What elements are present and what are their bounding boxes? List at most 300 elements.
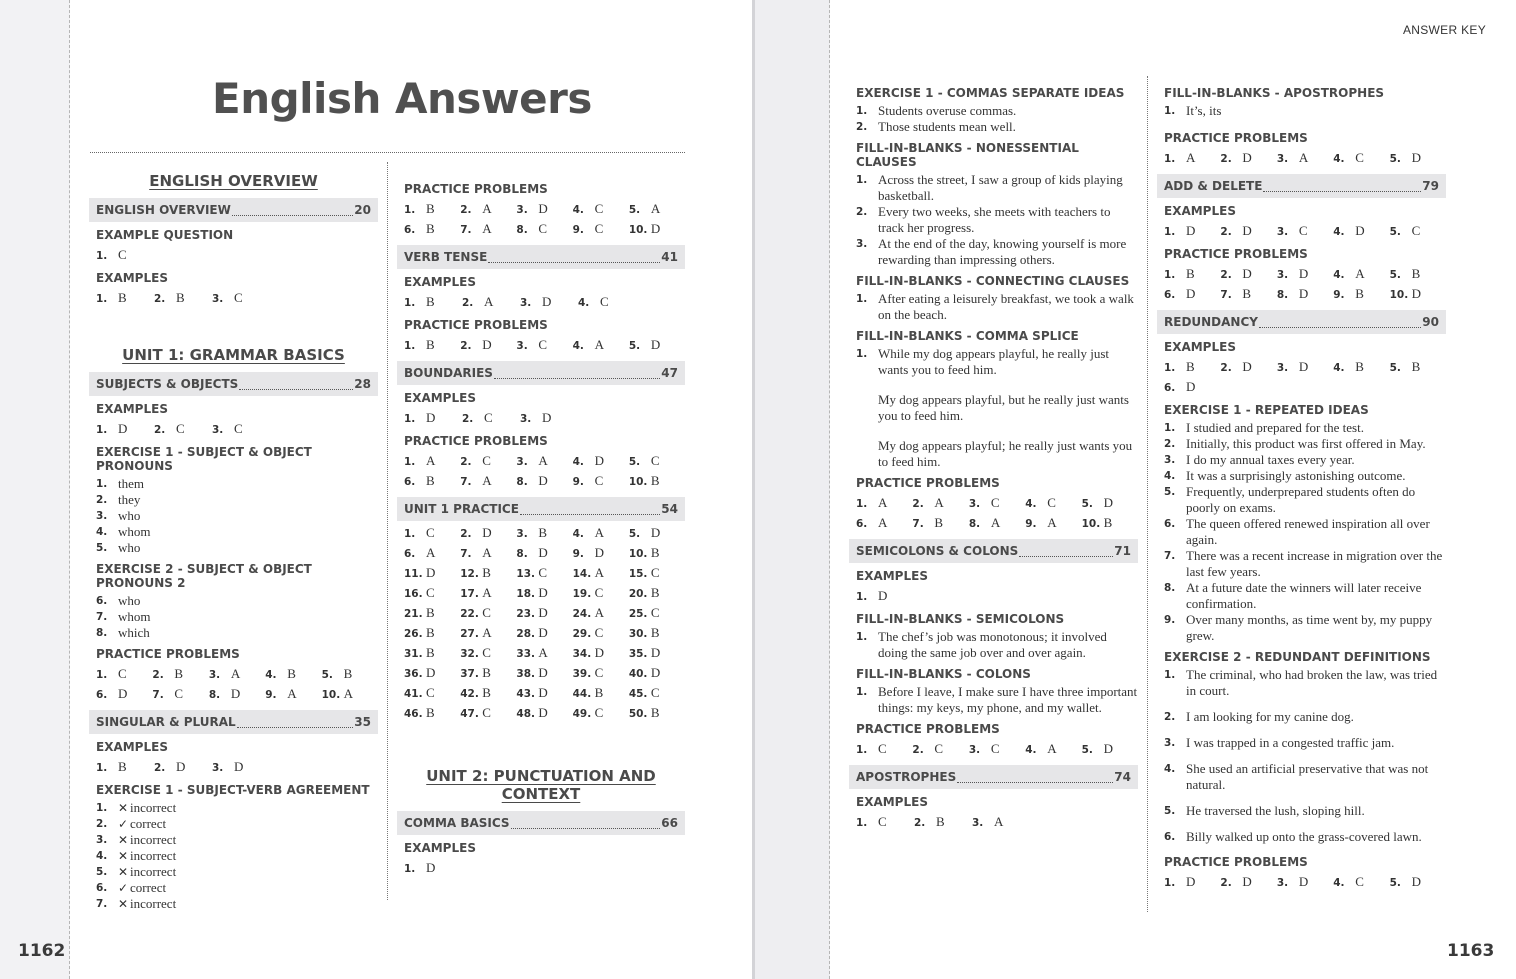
- answer-grid: [96, 419, 378, 439]
- answer-paragraph: My dog appears playful, but he really just wants you to feed him.: [878, 392, 1129, 423]
- answer-item: [404, 665, 460, 681]
- answer-item: [1390, 266, 1446, 282]
- list-item: [1164, 829, 1446, 845]
- answer-item: [1220, 359, 1276, 375]
- question-number: 1.: [1164, 105, 1176, 117]
- answer-grid: [404, 335, 685, 355]
- answer-letter: A: [482, 221, 492, 236]
- answer-item: [516, 705, 572, 721]
- answer-item: [912, 495, 968, 511]
- answer-item: [629, 565, 685, 581]
- question-number: 1.: [856, 817, 868, 829]
- section-bar-singular-plural: [89, 710, 378, 734]
- list-item: [96, 800, 378, 816]
- answer-text: ✕ incorrect: [118, 800, 177, 815]
- question-number: 6.: [404, 548, 416, 560]
- answer-letter: B: [482, 665, 491, 680]
- question-number: 3.: [212, 424, 224, 436]
- answer-item: [856, 741, 912, 757]
- answer-text: The queen offered renewed inspiration all over again.: [1186, 516, 1430, 547]
- answer-grid: [404, 523, 685, 723]
- question-number: 1.: [404, 340, 416, 352]
- leader-dots: [494, 368, 660, 379]
- answer-item: [629, 221, 685, 237]
- answer-item: [209, 666, 265, 682]
- answer-letter: B: [594, 685, 604, 700]
- list-item: [1164, 761, 1446, 793]
- answer-row: [856, 493, 1138, 513]
- question-number: 1.: [856, 498, 868, 510]
- answer-row: [404, 603, 685, 623]
- answer-letter: A: [878, 495, 888, 510]
- unit-heading: ENGLISH OVERVIEW: [149, 172, 318, 190]
- answer-row: [404, 663, 685, 683]
- answer-item: [1025, 515, 1081, 531]
- answer-item: [460, 705, 516, 721]
- question-number: 20.: [628, 588, 648, 600]
- question-number: 1.: [96, 762, 108, 774]
- answer-item: [460, 625, 516, 641]
- question-number: 2.: [1220, 877, 1232, 889]
- answer-item: [462, 294, 520, 310]
- check-mark-icon: ✓: [118, 881, 129, 895]
- column-divider: [387, 162, 388, 900]
- answer-item: [462, 410, 520, 426]
- question-number: 2.: [856, 121, 868, 133]
- answer-item: [629, 665, 685, 681]
- question-number: 1.: [96, 802, 108, 814]
- answer-item: [516, 201, 572, 217]
- section-page-number: 79: [1422, 179, 1439, 193]
- answer-item: [212, 421, 270, 437]
- answer-item: [1220, 266, 1276, 282]
- spacer: [1157, 119, 1446, 125]
- section-title: APOSTROPHES: [856, 770, 957, 784]
- answer-letter: B: [1242, 286, 1252, 301]
- answer-letter: D: [230, 686, 241, 701]
- question-number: 2.: [154, 293, 166, 305]
- answer-letter: D: [878, 588, 888, 603]
- list-item: [1164, 420, 1446, 436]
- list-item: [1164, 468, 1446, 484]
- section-page-number: 66: [661, 816, 678, 830]
- list-item: [96, 832, 378, 848]
- question-number: 4.: [96, 526, 108, 538]
- unit-heading: UNIT 1: GRAMMAR BASICS: [122, 346, 345, 364]
- subheading: PRACTICE PROBLEMS: [404, 318, 548, 332]
- answer-letter: C: [484, 410, 493, 425]
- answer-item: [404, 221, 460, 237]
- answer-item: [573, 665, 629, 681]
- answer-item: [629, 685, 685, 701]
- answer-item: [1277, 359, 1333, 375]
- question-number: 30.: [628, 628, 648, 640]
- question-number: 1.: [856, 591, 868, 603]
- question-number: 5.: [96, 866, 108, 878]
- answer-letter: D: [1186, 223, 1196, 238]
- answer-item: [1333, 359, 1389, 375]
- section-title: REDUNDANCY: [1164, 315, 1258, 329]
- answer-item: [516, 473, 572, 489]
- answer-item: [1164, 874, 1220, 890]
- answer-item: [1277, 266, 1333, 282]
- answer-letter: C: [650, 605, 660, 620]
- list-item: [856, 629, 1138, 661]
- answer-item: [96, 421, 154, 437]
- answer-row: [856, 513, 1138, 533]
- answer-grid: [1164, 264, 1446, 304]
- answer-item: [460, 685, 516, 701]
- question-number: 5.: [1389, 877, 1401, 889]
- answer-item: [404, 337, 460, 353]
- list-item: [1164, 735, 1446, 751]
- subheading: FILL-IN-BLANKS - COMMA SPLICE: [856, 329, 1079, 343]
- answer-letter: B: [426, 625, 435, 640]
- spacer: [89, 308, 378, 346]
- answer-letter: C: [234, 421, 243, 436]
- list-item: [1164, 612, 1446, 644]
- question-number: 9.: [265, 689, 277, 701]
- answer-list: [856, 172, 1138, 268]
- answer-item: [520, 410, 578, 426]
- list-item: [1164, 516, 1446, 548]
- answer-letter: B: [538, 525, 548, 540]
- question-number: 6.: [1164, 518, 1176, 530]
- section-title: ENGLISH OVERVIEW: [96, 203, 231, 217]
- answer-item: [265, 686, 321, 702]
- section-bar-add-delete: [1157, 174, 1446, 198]
- question-number: 4.: [572, 340, 584, 352]
- question-number: 4.: [572, 528, 584, 540]
- answer-item: [856, 814, 914, 830]
- question-number: 1.: [96, 250, 108, 262]
- question-number: 4.: [265, 669, 277, 681]
- answer-letter: D: [650, 525, 661, 540]
- answer-letter: C: [990, 741, 1000, 756]
- question-number: 1.: [1164, 269, 1176, 281]
- subheading: FILL-IN-BLANKS - APOSTROPHES: [1164, 86, 1385, 100]
- answer-letter: D: [1242, 359, 1252, 374]
- answer-letter: A: [594, 605, 604, 620]
- question-number: 7.: [1164, 550, 1176, 562]
- answer-letter: C: [482, 453, 491, 468]
- answer-letter: D: [1242, 266, 1252, 281]
- list-item: [96, 492, 378, 508]
- answer-item: [1082, 741, 1138, 757]
- question-number: 3.: [96, 834, 108, 846]
- answer-letter: B: [936, 814, 945, 829]
- section-title: SUBJECTS & OBJECTS: [96, 377, 239, 391]
- answer-letter: A: [538, 645, 548, 660]
- answer-item: [404, 201, 460, 217]
- question-number: 50.: [628, 708, 648, 720]
- question-number: 2.: [912, 498, 924, 510]
- answer-item: [629, 337, 685, 353]
- answer-text: I studied and prepared for the test.: [1186, 420, 1364, 435]
- x-mark-icon: ✕: [118, 833, 129, 847]
- answer-item: [969, 515, 1025, 531]
- list-item: [1164, 484, 1446, 516]
- question-number: 2.: [154, 762, 166, 774]
- question-number: 46.: [404, 708, 423, 720]
- leader-dots: [1263, 181, 1421, 192]
- answer-letter: B: [426, 337, 435, 352]
- answer-text: I do my annual taxes every year.: [1186, 452, 1355, 467]
- answer-letter: A: [287, 686, 297, 701]
- answer-grid: [856, 586, 1138, 606]
- question-number: 6.: [1164, 382, 1176, 394]
- question-number: 8.: [1276, 289, 1289, 301]
- answer-letter: B: [650, 545, 660, 560]
- answer-item: [1164, 359, 1220, 375]
- question-number: 2.: [1164, 438, 1176, 450]
- question-number: 4.: [1333, 153, 1345, 165]
- answer-row: [404, 199, 685, 219]
- answer-item: [573, 645, 629, 661]
- section-title: VERB TENSE: [404, 250, 488, 264]
- answer-letter: A: [594, 525, 604, 540]
- answer-row: [404, 292, 685, 312]
- question-number: 1.: [404, 204, 416, 216]
- answer-letter: D: [426, 565, 436, 580]
- question-number: 12.: [460, 568, 479, 580]
- question-number: 3.: [972, 817, 984, 829]
- answer-letter: D: [426, 860, 436, 875]
- answer-text: She used an artificial preservative that was not natural.: [1186, 761, 1429, 792]
- question-number: 17.: [460, 588, 479, 600]
- question-number: 1.: [1164, 153, 1176, 165]
- answer-text: It’s, its: [1186, 103, 1222, 118]
- answer-letter: D: [650, 221, 661, 236]
- answer-item: [1390, 286, 1446, 302]
- answer-grid: [856, 493, 1138, 533]
- answer-text: Initially, this product was first offered in May.: [1186, 436, 1426, 451]
- answer-letter: D: [538, 705, 548, 720]
- x-mark-icon: ✕: [118, 897, 129, 911]
- answer-item: [1164, 150, 1220, 166]
- answer-text: It was a surprisingly astonishing outcome.: [1186, 468, 1406, 483]
- answer-row: [96, 245, 378, 265]
- question-number: 2.: [462, 413, 474, 425]
- question-number: 24.: [572, 608, 592, 620]
- answer-list: [1164, 103, 1446, 119]
- question-number: 6.: [404, 224, 416, 236]
- question-number: 7.: [152, 689, 164, 701]
- question-number: 3.: [516, 204, 528, 216]
- answer-letter: A: [538, 453, 548, 468]
- answer-letter: D: [1103, 741, 1114, 756]
- question-number: 7.: [460, 548, 472, 560]
- answer-letter: C: [878, 814, 887, 829]
- answer-item: [573, 337, 629, 353]
- question-number: 28.: [516, 628, 536, 640]
- answer-row: [96, 757, 378, 777]
- subheading: EXERCISE 1 - SUBJECT-VERB AGREEMENT: [96, 783, 370, 797]
- answer-letter: A: [426, 545, 436, 560]
- title-divider: [90, 152, 685, 153]
- section-title: UNIT 1 PRACTICE: [404, 502, 519, 516]
- answer-letter: C: [482, 645, 491, 660]
- answer-letter: D: [538, 605, 548, 620]
- x-mark-icon: ✕: [118, 801, 129, 815]
- question-number: 2.: [912, 744, 924, 756]
- section-page-number: 41: [661, 250, 678, 264]
- question-number: 5.: [628, 528, 641, 540]
- answer-letter: C: [594, 705, 604, 720]
- answer-letter: A: [878, 515, 888, 530]
- answer-item: [516, 645, 572, 661]
- question-number: 5.: [628, 340, 641, 352]
- answer-letter: B: [482, 685, 491, 700]
- answer-letter: C: [878, 741, 887, 756]
- answer-row: [1164, 357, 1446, 377]
- question-number: 6.: [1164, 831, 1176, 843]
- list-item: [96, 508, 378, 524]
- answer-item: [96, 247, 154, 263]
- answer-grid: [404, 292, 685, 312]
- question-number: 4.: [1333, 877, 1345, 889]
- list-item: [856, 684, 1138, 716]
- answer-item: [1390, 223, 1446, 239]
- list-item: [856, 103, 1138, 119]
- question-number: 2.: [462, 297, 474, 309]
- list-item: [96, 864, 378, 880]
- answer-letter: D: [1186, 286, 1196, 301]
- answer-letter: B: [1103, 515, 1113, 530]
- subheading: FILL-IN-BLANKS - COLONS: [856, 667, 1031, 681]
- answer-letter: C: [426, 585, 435, 600]
- answer-item: [1164, 379, 1222, 395]
- question-number: 6.: [96, 595, 108, 607]
- answer-item: [404, 685, 460, 701]
- leader-dots: [239, 379, 353, 390]
- answer-letter: D: [594, 545, 604, 560]
- answer-item: [1333, 150, 1389, 166]
- answer-item: [404, 545, 460, 561]
- answer-letter: C: [1355, 874, 1364, 889]
- answer-letter: B: [343, 666, 353, 681]
- subheading: EXERCISE 2 - REDUNDANT DEFINITIONS: [1164, 650, 1431, 664]
- question-number: 38.: [516, 668, 536, 680]
- answer-row: [404, 858, 685, 878]
- question-number: 9.: [1025, 518, 1037, 530]
- answer-row: [1164, 264, 1446, 284]
- question-number: 16.: [404, 588, 423, 600]
- answer-letter: C: [1411, 223, 1421, 238]
- answer-item: [404, 625, 460, 641]
- subheading: EXAMPLES: [404, 841, 476, 855]
- list-item: [1164, 803, 1446, 819]
- answer-row: [404, 471, 685, 491]
- answer-item: [1333, 266, 1389, 282]
- question-number: 45.: [628, 688, 648, 700]
- left-margin: [0, 0, 70, 979]
- answer-item: [1390, 150, 1446, 166]
- answer-letter: C: [234, 290, 243, 305]
- answer-item: [460, 201, 516, 217]
- list-item: [96, 880, 378, 896]
- answer-letter: A: [1355, 266, 1365, 281]
- answer-item: [1390, 874, 1446, 890]
- list-item: [96, 524, 378, 540]
- question-number: 4.: [578, 297, 590, 309]
- question-number: 26.: [404, 628, 423, 640]
- answer-letter: B: [650, 705, 660, 720]
- section-bar-verb-tense: [397, 245, 685, 269]
- answer-grid: [404, 858, 685, 878]
- question-number: 1.: [404, 413, 416, 425]
- answer-item: [573, 545, 629, 561]
- question-number: 3.: [968, 744, 981, 756]
- question-number: 5.: [628, 456, 641, 468]
- answer-item: [573, 221, 629, 237]
- answer-item: [460, 337, 516, 353]
- answer-letter: A: [482, 545, 492, 560]
- list-item: [1164, 103, 1446, 119]
- question-number: 7.: [912, 518, 924, 530]
- question-number: 7.: [1220, 289, 1232, 301]
- question-number: 1.: [1164, 362, 1176, 374]
- answer-item: [154, 759, 212, 775]
- answer-item: [516, 221, 572, 237]
- question-number: 19.: [572, 588, 592, 600]
- left-column-1: [89, 172, 378, 912]
- answer-item: [1333, 874, 1389, 890]
- answer-letter: B: [482, 565, 491, 580]
- answer-item: [404, 294, 462, 310]
- answer-text: whom: [118, 609, 151, 624]
- question-number: 31.: [404, 648, 423, 660]
- answer-item: [322, 686, 378, 702]
- answer-item: [1025, 495, 1081, 511]
- answer-text: Students overuse commas.: [878, 103, 1017, 118]
- question-number: 8.: [516, 224, 528, 236]
- answer-text: who: [118, 593, 141, 608]
- question-number: 1.: [856, 631, 868, 643]
- answer-row: [404, 703, 685, 723]
- leader-dots: [520, 504, 660, 515]
- answer-text: whom: [118, 524, 151, 539]
- answer-text: who: [118, 508, 141, 523]
- list-item: [1164, 667, 1446, 699]
- answer-item: [154, 290, 212, 306]
- answer-letter: B: [650, 625, 660, 640]
- list-item: [96, 848, 378, 864]
- answer-item: [573, 585, 629, 601]
- question-number: 2.: [154, 424, 166, 436]
- subheading: PRACTICE PROBLEMS: [404, 434, 548, 448]
- subheading: EXAMPLES: [856, 795, 928, 809]
- question-number: 44.: [572, 688, 592, 700]
- answer-item: [460, 545, 516, 561]
- answer-letter: C: [650, 453, 660, 468]
- answer-letter: D: [1186, 379, 1196, 394]
- answer-grid: [1164, 148, 1446, 168]
- answer-text: them: [118, 476, 144, 491]
- subheading: EXAMPLES: [856, 569, 928, 583]
- question-number: 1.: [856, 348, 868, 360]
- question-number: 23.: [516, 608, 536, 620]
- question-number: 6.: [96, 882, 108, 894]
- question-number: 1.: [856, 686, 868, 698]
- question-number: 5.: [1164, 805, 1176, 817]
- answer-item: [460, 665, 516, 681]
- answer-letter: A: [990, 515, 1001, 530]
- answer-letter: B: [1355, 286, 1364, 301]
- question-number: 8.: [1164, 582, 1176, 594]
- answer-text: Those students mean well.: [878, 119, 1016, 134]
- leader-dots: [1019, 546, 1113, 557]
